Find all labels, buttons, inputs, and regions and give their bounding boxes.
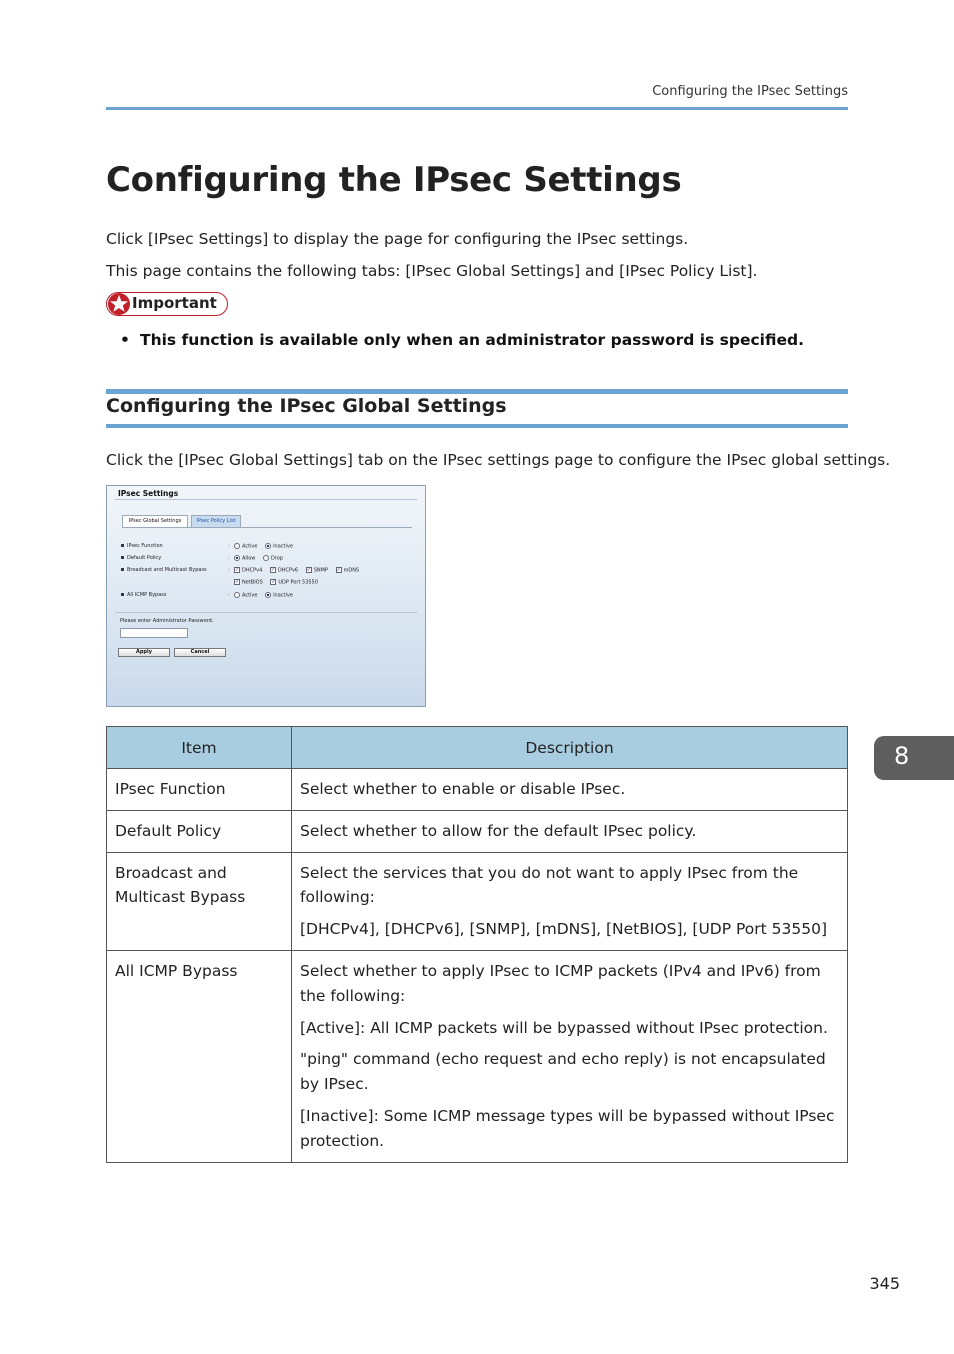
radio-inactive[interactable]: [265, 543, 271, 549]
intro-paragraph-2: This page contains the following tabs: [IPsec Global Settings] and [IPsec Policy List].: [106, 262, 758, 280]
table-row: [107, 769, 848, 811]
square-bullet-icon: [121, 544, 124, 547]
table-cell-description: Select whether to allow for the default IPsec policy.: [292, 810, 848, 852]
default-policy-options: Allow Drop: [234, 555, 283, 562]
square-bullet-icon: [121, 593, 124, 596]
chapter-number: 8: [894, 742, 910, 770]
radio-inactive[interactable]: [265, 592, 271, 598]
intro-paragraph-1: Click [IPsec Settings] to display the page for configuring the IPsec settings.: [106, 230, 689, 248]
apply-button[interactable]: Apply: [118, 648, 170, 657]
checkbox-mdns[interactable]: ✓: [336, 567, 341, 573]
ipsec-settings-screenshot: IPsec Settings IPsec Global Settings IPsec Policy List IPsec Function : Active Inactive Default Policy : Allow Drop Broadcast and Multicast Bypass : ✓ DHCPv4 ✓ DHCPv6 ✓ SNMP ✓ mDNS ✓ NetBIOS ✓ UDP Port 53550 All ICMP Bypass : Active Inactive Please enter Administrator Password. Apply Cancel: [106, 485, 426, 707]
page-number: 345: [869, 1274, 900, 1293]
radio-drop[interactable]: [263, 555, 269, 561]
square-bullet-icon: [121, 568, 124, 571]
checkbox-snmp[interactable]: ✓: [306, 567, 311, 573]
checkbox-dhcpv4[interactable]: ✓: [235, 567, 240, 573]
table-cell-item: IPsec Function: [107, 769, 292, 811]
settings-table: [106, 726, 848, 1163]
important-badge: [106, 292, 228, 316]
important-label: Important: [132, 294, 217, 312]
table-cell-item: Default Policy: [107, 810, 292, 852]
broadcast-bypass-options-line-2: ✓ NetBIOS ✓ UDP Port 53550: [235, 579, 318, 586]
tab-ipsec-policy-list[interactable]: IPsec Policy List: [191, 515, 241, 528]
section-title: Configuring the IPsec Global Settings: [106, 395, 507, 417]
cancel-button[interactable]: Cancel: [174, 648, 226, 657]
radio-active[interactable]: [234, 543, 240, 549]
table-cell-description: Select whether to apply IPsec to ICMP packets (IPv4 and IPv6) from the following: [Active]: All ICMP packets will be bypassed without IPsec protection. "ping" command (echo request and echo reply) is not encapsulated by IPsec. [Inactive]: Some ICMP message types will be bypassed without IPsec protection.: [292, 950, 848, 1162]
star-icon: [107, 291, 131, 317]
column-header-description: Description: [292, 727, 848, 769]
broadcast-bypass-options-line-1: ✓ DHCPv4 ✓ DHCPv6 ✓ SNMP ✓ mDNS: [235, 567, 360, 574]
setting-label-all-icmp-bypass: All ICMP Bypass: [121, 592, 167, 598]
section-rule-bottom: [106, 424, 848, 428]
chapter-tab: [874, 736, 954, 780]
important-note-text: This function is available only when an administrator password is specified.: [140, 331, 804, 349]
table-cell-item: All ICMP Bypass: [107, 950, 292, 1162]
setting-label-broadcast-bypass: Broadcast and Multicast Bypass: [121, 567, 207, 573]
radio-active[interactable]: [234, 592, 240, 598]
setting-label-ipsec-function: IPsec Function: [121, 543, 163, 549]
tab-baseline: [122, 527, 412, 528]
screenshot-title-rule: [115, 499, 417, 500]
tab-ipsec-global-settings[interactable]: IPsec Global Settings: [122, 515, 188, 528]
checkbox-netbios[interactable]: ✓: [235, 579, 240, 585]
important-note: [120, 331, 804, 349]
section-intro: Click the [IPsec Global Settings] tab on the IPsec settings page to configure the IPsec global settings.: [106, 451, 891, 469]
table-row: [107, 852, 848, 950]
setting-label-default-policy: Default Policy: [121, 555, 161, 561]
table-cell-description: Select the services that you do not want to apply IPsec from the following: [DHCPv4], [DHCPv6], [SNMP], [mDNS], [NetBIOS], [UDP Port 53550]: [292, 852, 848, 950]
ipsec-function-options: Active Inactive: [234, 543, 293, 550]
all-icmp-bypass-options: Active Inactive: [234, 592, 293, 599]
checkbox-udp-port[interactable]: ✓: [271, 579, 276, 585]
table-row: [107, 950, 848, 1162]
bullet-icon: •: [120, 331, 130, 349]
page-title: Configuring the IPsec Settings: [106, 160, 682, 200]
radio-allow[interactable]: [234, 555, 240, 561]
admin-password-input[interactable]: [120, 628, 188, 638]
running-header: Configuring the IPsec Settings: [652, 84, 848, 99]
password-prompt: Please enter Administrator Password.: [120, 618, 214, 624]
table-header-row: [107, 727, 848, 769]
screenshot-title: IPsec Settings: [118, 489, 179, 498]
square-bullet-icon: [121, 556, 124, 559]
checkbox-dhcpv6[interactable]: ✓: [270, 567, 276, 573]
header-rule: [106, 107, 848, 110]
section-rule-top: [106, 389, 848, 394]
table-cell-description: Select whether to enable or disable IPsec.: [292, 769, 848, 811]
form-separator: [115, 612, 417, 613]
table-cell-item: Broadcast and Multicast Bypass: [107, 852, 292, 950]
table-row: [107, 810, 848, 852]
column-header-item: Item: [107, 727, 292, 769]
